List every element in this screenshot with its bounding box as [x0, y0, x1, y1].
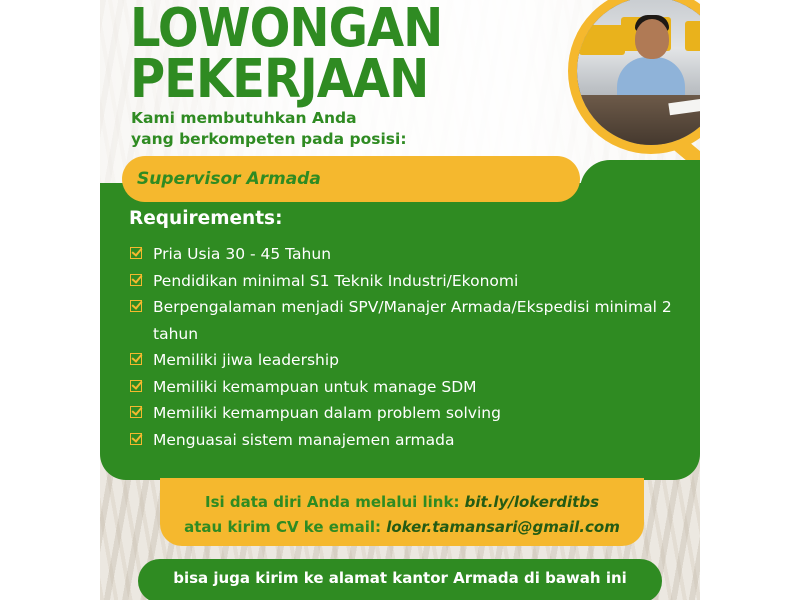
email-value[interactable]: loker.tamansari@gmail.com: [386, 518, 620, 536]
title-line-2: PEKERJAAN: [130, 47, 429, 111]
checkbox-icon: [130, 353, 142, 365]
link-prefix: Isi data diri Anda melalui link:: [205, 493, 465, 511]
truck-icon: [685, 21, 700, 51]
checkbox-icon: [130, 406, 142, 418]
requirements-list: [130, 241, 685, 453]
contact-box: [160, 478, 644, 546]
requirement-text: Memiliki kemampuan dalam problem solving: [153, 404, 501, 422]
requirement-text: Berpengalaman menjadi SPV/Manajer Armada/Ekspedisi minimal 2 tahun: [153, 298, 672, 343]
job-poster: [100, 0, 700, 600]
checkbox-icon: [130, 274, 142, 286]
subtitle-line-1: Kami membutuhkan Anda: [131, 109, 357, 127]
requirement-text: Memiliki kemampuan untuk manage SDM: [153, 377, 477, 396]
checkbox-icon: [130, 433, 142, 445]
list-item: [130, 347, 685, 374]
address-note-badge: [138, 559, 662, 600]
truck-icon: [579, 25, 625, 55]
address-note-text: bisa juga kirim ke alamat kantor Armada di bawah ini: [173, 569, 627, 587]
requirements-heading: Requirements:: [129, 208, 283, 229]
email-prefix: atau kirim CV ke email:: [184, 518, 387, 536]
magnifier-photo-icon: [568, 0, 700, 154]
list-item: [130, 294, 685, 347]
position-badge: [122, 156, 580, 202]
poster-subtitle: [131, 108, 407, 150]
requirement-text: Memiliki jiwa leadership: [153, 351, 339, 369]
requirement-text: Pria Usia 30 - 45 Tahun: [153, 245, 332, 263]
requirement-text: Menguasai sistem manajemen armada: [153, 430, 455, 449]
position-label: Supervisor Armada: [137, 169, 321, 189]
contact-link-line: [160, 493, 644, 511]
person-head: [635, 19, 669, 59]
link-value[interactable]: bit.ly/lokerditbs: [464, 493, 599, 511]
list-item: [130, 241, 685, 268]
checkbox-icon: [130, 247, 142, 259]
list-item: [130, 400, 685, 427]
subtitle-line-2: yang berkompeten pada posisi:: [131, 130, 407, 148]
contact-email-line: [160, 518, 644, 536]
poster-title: [130, 0, 443, 111]
list-item: [130, 427, 685, 454]
requirement-text: Pendidikan minimal S1 Teknik Industri/Ekonomi: [153, 271, 519, 290]
list-item: [130, 268, 685, 295]
list-item: [130, 374, 685, 401]
checkbox-icon: [130, 300, 142, 312]
checkbox-icon: [130, 380, 142, 392]
requirements-panel: [100, 183, 700, 480]
title-line-1: LOWONGAN: [130, 0, 443, 60]
